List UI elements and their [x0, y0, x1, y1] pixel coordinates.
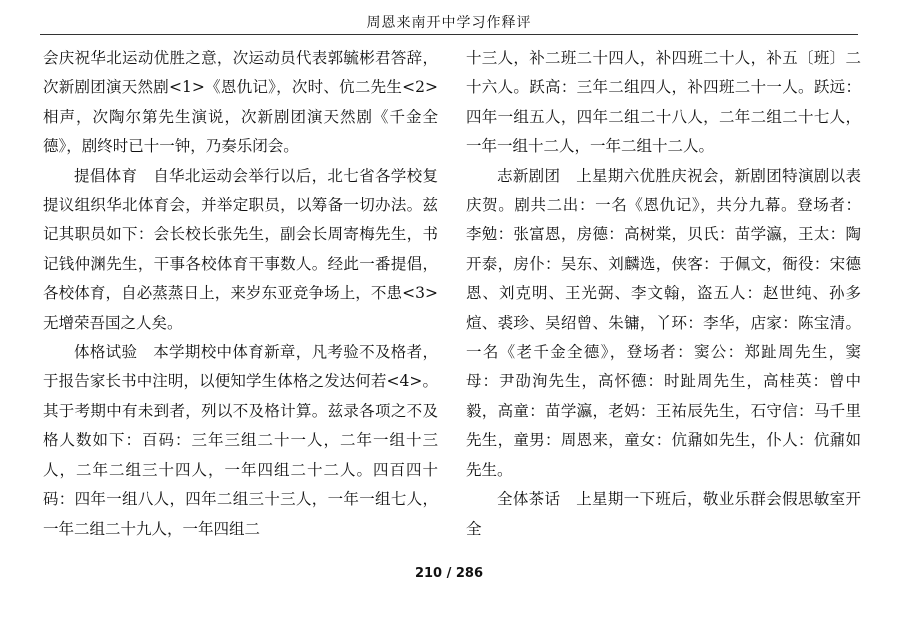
- section-heading: 全体茶话: [497, 490, 561, 509]
- paragraph: [466, 485, 861, 544]
- right-column: [466, 44, 861, 544]
- paragraph: [43, 162, 438, 338]
- page-number: 210 / 286: [414, 566, 484, 581]
- paragraph-text: 本学期校中体育新章，凡考验不及格者，于报告家长书中注明，以便知学生体格之发达何若<4>。其于考期中有未到者，列以不及格计算。兹录各项之不及格人数如下：百码：三年三组二十一人，二年一组十三人，二年二组三十四人，一年四组二十二人。四百四十码：四年一组八人，四年二组三十三人，一年一组七人，一年二组二十九人，一年四组二: [43, 343, 438, 538]
- header-rule: [40, 34, 858, 35]
- paragraph: [466, 44, 861, 162]
- paragraph-text: 上星期一下班后，敬业乐群会假思敏室开全: [466, 490, 861, 538]
- section-heading: 提倡体育: [74, 166, 138, 185]
- paragraph: [466, 162, 861, 485]
- paragraph-text: 十三人，补二班二十四人，补四班二十人，补五〔班〕二十六人。跃高：三年二组四人，补四班二十一人。跃远：四年一组五人，四年二组二十八人，二年二组二十七人，一年一组十二人，一年二组十二人。: [466, 49, 861, 156]
- paragraph-text: 会庆祝华北运动优胜之意，次运动员代表郭毓彬君答辞，次新剧团演天然剧<1>《恩仇记》，次时、伉二先生<2>相声，次陶尔第先生演说，次新剧团演天然剧《千金全德》，剧终时已十一钟，乃奏乐闭会。: [43, 49, 438, 156]
- paragraph: [43, 44, 438, 162]
- section-heading: 体格试验: [74, 343, 138, 362]
- paragraph: [43, 338, 438, 544]
- left-column: [43, 44, 438, 544]
- paragraph-text: 自华北运动会举行以后，北七省各学校复提议组织华北体育会，并举定职员，以筹备一切办法。兹记其职员如下：会长校长张先生，副会长周寄梅先生，书记钱仲渊先生，干事各校体育干事数人。经此一番提倡，各校体育，自必蒸蒸日上，来岁东亚竞争场上，不患<3>无增荣吾国之人矣。: [43, 166, 438, 332]
- running-header: 周恩来南开中学习作释评: [366, 15, 532, 31]
- section-heading: 志新剧团: [497, 166, 561, 185]
- paragraph-text: 上星期六优胜庆祝会，新剧团特演剧以表庆贺。剧共二出：一名《恩仇记》，共分九幕。登场者：李勉：张富恩，房德：高树棠，贝氏：苗学瀛，王太：陶开泰，房仆：吴东、刘麟选，侠客：于佩文，衙役：宋德恩、刘克明、王光弼、李文翰，盗五人：赵世纯、孙多煊、裘珍、吴绍曾、朱镛，丫环：李华，店家：陈宝清。一名《老千金全德》，登场者：窦公：郑趾周先生，窦母：尹劭洵先生，高怀德：时趾周先生，高桂英：曾中毅，高童：苗学瀛，老妈：王祐辰先生，石守信：马千里先生，童男：周恩来，童女：伉鼐如先生，仆人：伉鼐如先生。: [466, 166, 861, 479]
